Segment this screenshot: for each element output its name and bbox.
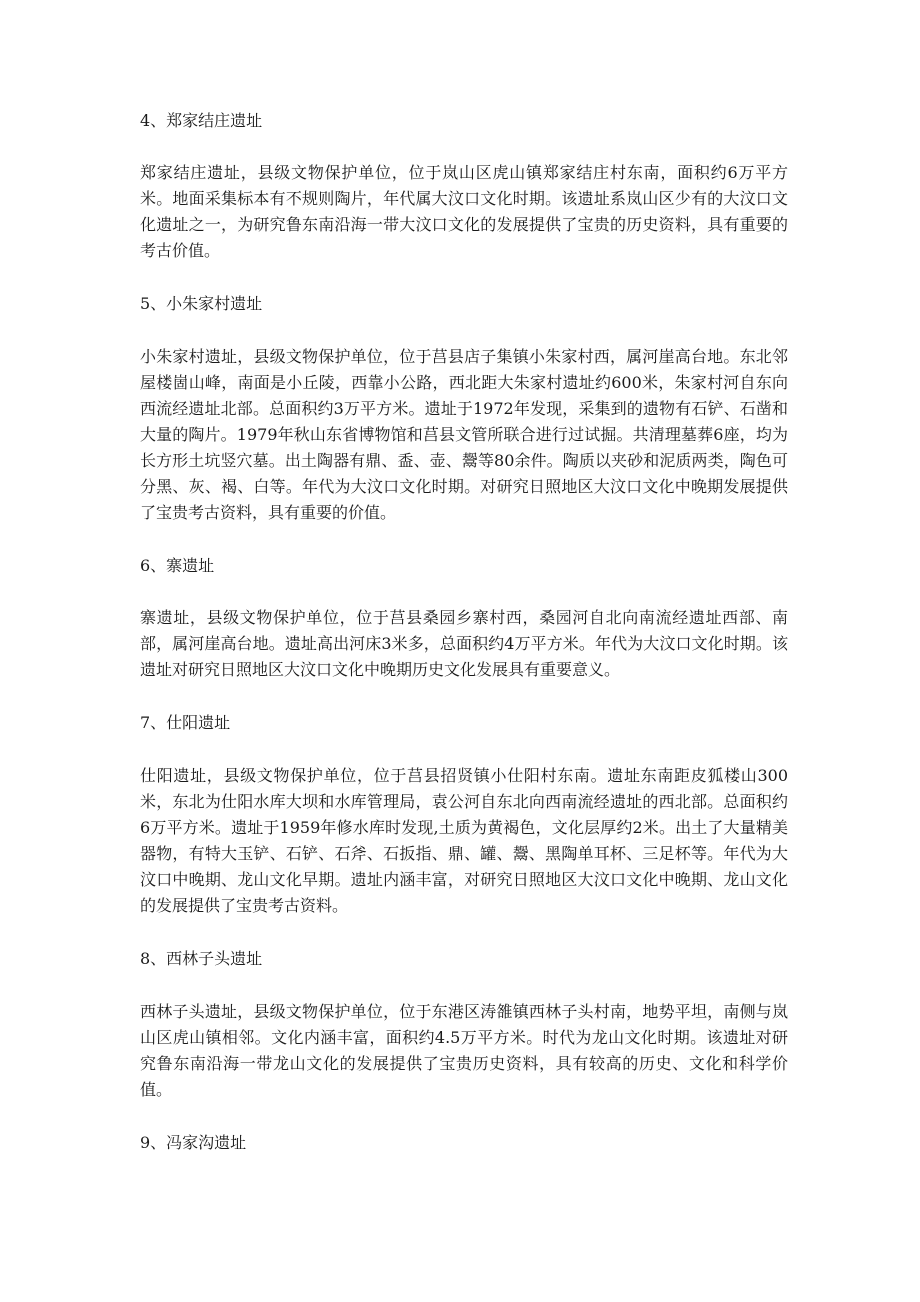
section-heading: 7、仕阳遗址 xyxy=(140,713,231,732)
section-heading: 8、西林子头遗址 xyxy=(140,949,263,968)
section-body: 西林子头遗址，县级文物保护单位，位于东港区涛雒镇西林子头村南，地势平坦，南侧与岚山区虎山镇相邻。文化内涵丰富，面积约4.5万平方米。时代为龙山文化时期。该遗址对研究鲁东南沿海一带龙山文化的发展提供了宝贵历史资料，具有较高的历史、文化和科学价值。 xyxy=(140,1002,788,1099)
section-body: 寨遗址，县级文物保护单位，位于莒县桑园乡寨村西，桑园河自北向南流经遗址西部、南部，属河崖高台地。遗址高出河床3米多，总面积约4万平方米。年代为大汶口文化时期。该遗址对研究日照地区大汶口文化中晚期历史文化发展具有重要意义。 xyxy=(140,608,788,679)
section-shiyang xyxy=(140,710,788,919)
section-body: 郑家结庄遗址，县级文物保护单位，位于岚山区虎山镇郑家结庄村东南，面积约6万平方米。地面采集标本有不规则陶片，年代属大汶口文化时期。该遗址系岚山区少有的大汶口文化遗址之一，为研究鲁东南沿海一带大汶口文化的发展提供了宝贵的历史资料，具有重要的考古价值。 xyxy=(140,163,788,260)
section-zhai xyxy=(140,553,788,683)
document-page xyxy=(140,108,788,1156)
section-heading: 5、小朱家村遗址 xyxy=(140,294,263,313)
section-body: 小朱家村遗址，县级文物保护单位，位于莒县店子集镇小朱家村西，属河崖高台地。东北邻屋楼崮山峰，南面是小丘陵，西靠小公路，西北距大朱家村遗址约600米，朱家村河自东向西流经遗址北部。总面积约3万平方米。遗址于1972年发现，采集到的遗物有石铲、石凿和大量的陶片。1979年秋山东省博物馆和莒县文管所联合进行过试掘。共清理墓葬6座，均为长方形土坑竖穴墓。出土陶器有鼎、盉、壶、鬶等80余件。陶质以夹砂和泥质两类，陶色可分黑、灰、褐、白等。年代为大汶口文化时期。对研究日照地区大汶口文化中晚期发展提供了宝贵考古资料，具有重要的价值。 xyxy=(140,347,788,522)
section-zhengjiajiezhuang xyxy=(140,108,788,264)
section-heading: 4、郑家结庄遗址 xyxy=(140,111,263,130)
section-xilinzitou xyxy=(140,946,788,1103)
section-fengjiagou xyxy=(140,1130,788,1156)
section-xiaozhujiacun xyxy=(140,291,788,526)
section-heading: 6、寨遗址 xyxy=(140,556,215,575)
section-heading: 9、冯家沟遗址 xyxy=(140,1133,247,1152)
section-body: 仕阳遗址，县级文物保护单位，位于莒县招贤镇小仕阳村东南。遗址东南距皮狐楼山300米，东北为仕阳水库大坝和水库管理局，袁公河自东北向西南流经遗址的西北部。总面积约6万平方米。遗址于1959年修水库时发现,土质为黄褐色，文化层厚约2米。出土了大量精美器物，有特大玉铲、石铲、石斧、石扳指、鼎、罐、鬶、黑陶单耳杯、三足杯等。年代为大汶口中晚期、龙山文化早期。遗址内涵丰富，对研究日照地区大汶口文化中晚期、龙山文化的发展提供了宝贵考古资料。 xyxy=(140,766,788,915)
